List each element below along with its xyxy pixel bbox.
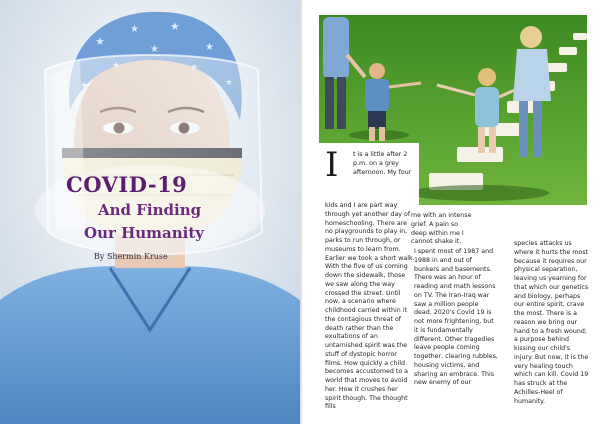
drop-cap: I: [325, 145, 339, 185]
svg-text:★: ★: [170, 20, 180, 33]
article-column-2: me with an intense grief. A pain so deep within me I cannot shake it.: [411, 212, 472, 246]
article-column-1: [319, 143, 419, 412]
svg-text:★: ★: [205, 42, 214, 53]
article-subtitle-line-1: And Finding: [98, 201, 202, 219]
article-title-block: [58, 172, 268, 261]
article-intro-text: t is a little after 2 p.m. on a grey afternoon. My four: [353, 151, 412, 176]
article-column-4: species attacks us where it hurts the most because it requires our physical separation, leaving us yearning for that which our genetics and biology, perhaps our entire spirit, crave the most. There is a reason we bring our hand to a fresh wound; a purpose behind kissing our child's injury. But now, it is the very healing touch which can kill. Covid 19 has struck at the Achilles-Heel of humanity.: [514, 240, 589, 405]
svg-text:★: ★: [95, 35, 105, 48]
article-column-3: I spent most of 1987 and 1988 in and out of bunkers and basements. There was an hour of reading and math lessons on TV. The Iran-Iraq war saw a million people dead. 2020's Covid 19 is not more frightening, but it is fundamentally different. Other tragedies leave people coming together, clearing rubbles, housing victims, and sharing an embrace. This new enemy of our: [414, 248, 498, 387]
article-subtitle-line-2: Our Humanity: [84, 224, 205, 242]
article-intro: [325, 145, 415, 202]
article-paragraph-1: kids and I are part way through yet another day of homeschooling. There are no playgrounds to play in, parks to run through, or museums to learn from. Earlier we took a short walk. With the five of us coming down the sidewalk, those we saw along the way crossed the street. Until now, a scenario where childhood carried within it the contagious threat of death rather than the exultations of an untarnished spirit was the stuff of dystopic horror films. How quickly a child becomes accustomed to a world that moves to avoid her. How it crushes her spirit though. The thought fills: [325, 202, 415, 411]
article-byline: By Shermin Kruse: [94, 252, 168, 261]
article-page: [303, 0, 600, 424]
article-title: COVID-19: [66, 172, 188, 197]
svg-text:★: ★: [130, 24, 139, 35]
svg-text:★: ★: [150, 44, 159, 55]
